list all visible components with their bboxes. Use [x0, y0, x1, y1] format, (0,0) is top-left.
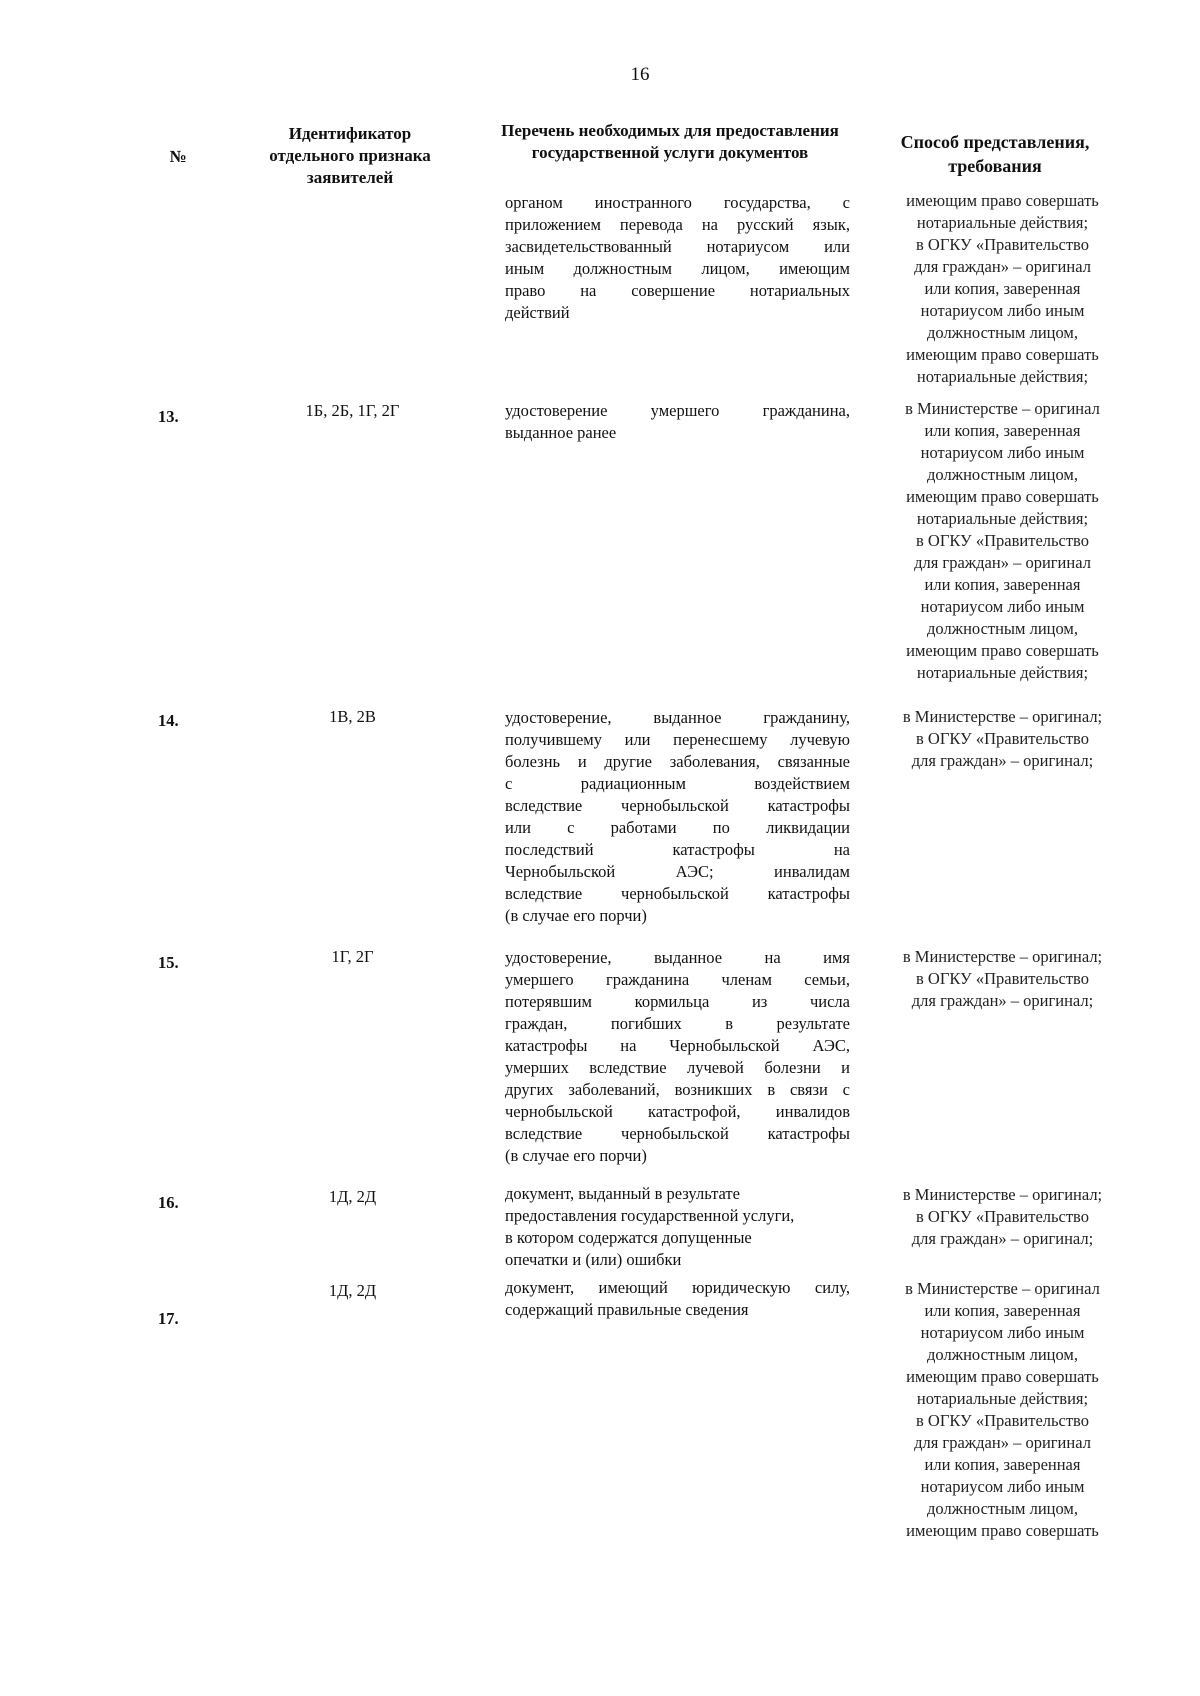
doc-line: болезнь и другие заболевания, связанные — [505, 752, 850, 771]
method-line: в ОГКУ «Правительство — [916, 531, 1089, 550]
row-16-documents — [505, 1183, 850, 1271]
method-line: для граждан» – оригинал — [914, 257, 1091, 276]
row-13-method — [880, 398, 1125, 684]
header-method: Способ представления, требования — [900, 132, 1090, 176]
doc-line: приложением перевода на русский язык, — [505, 215, 850, 234]
method-line: имеющим право совершать — [906, 1367, 1099, 1386]
method-line: нотариусом либо иным — [920, 1477, 1085, 1496]
row-17-documents — [505, 1277, 850, 1321]
doc-line: умерших вследствие лучевой болезни и — [505, 1058, 850, 1077]
row-14-documents — [505, 707, 850, 927]
method-line: для граждан» – оригинал; — [911, 1229, 1094, 1248]
doc-line: вследствие чернобыльской катастрофы — [505, 1124, 850, 1143]
method-line: в ОГКУ «Правительство — [916, 729, 1089, 748]
method-line: для граждан» – оригинал; — [911, 751, 1094, 770]
row-13-number: 13. — [158, 407, 179, 426]
doc-line: иным должностным лицом, имеющим — [505, 259, 850, 278]
cont-documents — [505, 192, 850, 324]
method-line: нотариусом либо иным — [920, 597, 1085, 616]
row-14-number: 14. — [158, 711, 179, 730]
doc-line: удостоверение, выданное гражданину, — [505, 708, 850, 727]
doc-line: действий — [505, 303, 570, 322]
method-line: в ОГКУ «Правительство — [916, 1207, 1089, 1226]
method-line: в ОГКУ «Правительство — [916, 235, 1089, 254]
method-line: нотариальные действия; — [916, 663, 1089, 682]
doc-line: (в случае его порчи) — [505, 906, 647, 925]
doc-line: засвидетельствованный нотариусом или — [505, 237, 850, 256]
method-line: должностным лицом, — [927, 1499, 1078, 1518]
doc-line: удостоверение, выданное на имя — [505, 948, 850, 967]
method-line: в Министерстве – оригинал; — [902, 947, 1103, 966]
doc-line: получившему или перенесшему лучевую — [505, 730, 850, 749]
method-line: для граждан» – оригинал; — [911, 991, 1094, 1010]
doc-line: катастрофы на Чернобыльской АЭС, — [505, 1036, 850, 1055]
doc-line: потерявшим кормильца из числа — [505, 992, 850, 1011]
method-line: или копия, заверенная — [924, 421, 1081, 440]
row-15-number: 15. — [158, 953, 179, 972]
method-line: имеющим право совершать — [906, 1521, 1099, 1540]
header-number: № — [169, 147, 187, 166]
doc-line: право на совершение нотариальных — [505, 281, 850, 300]
method-line: в ОГКУ «Правительство — [916, 1411, 1089, 1430]
method-line: нотариальные действия; — [916, 509, 1089, 528]
row-14-identifier: 1В, 2В — [329, 707, 376, 726]
method-line: или копия, заверенная — [924, 575, 1081, 594]
method-line: нотариальные действия; — [916, 1389, 1089, 1408]
method-line: имеющим право совершать — [906, 487, 1099, 506]
method-line: должностным лицом, — [927, 323, 1078, 342]
row-15-identifier: 1Г, 2Г — [331, 947, 374, 966]
method-line: для граждан» – оригинал — [914, 553, 1091, 572]
method-line: в Министерстве – оригинал; — [902, 1185, 1103, 1204]
doc-line: опечатки и (или) ошибки — [505, 1250, 682, 1269]
cont-method — [880, 190, 1125, 388]
method-line: в Министерстве – оригинал — [905, 399, 1100, 418]
row-15-method — [880, 946, 1125, 1012]
row-16-identifier: 1Д, 2Д — [328, 1187, 377, 1206]
method-line: нотариусом либо иным — [920, 301, 1085, 320]
doc-line: с радиационным воздействием — [505, 774, 850, 793]
method-line: в ОГКУ «Правительство — [916, 969, 1089, 988]
doc-line: других заболеваний, возникших в связи с — [505, 1080, 850, 1099]
row-16-method — [880, 1184, 1125, 1250]
method-line: имеющим право совершать — [906, 641, 1099, 660]
doc-line: в котором содержатся допущенные — [505, 1228, 752, 1247]
method-line: или копия, заверенная — [924, 1455, 1081, 1474]
doc-line: документ, выданный в результате — [505, 1184, 740, 1203]
method-line: нотариальные действия; — [916, 367, 1089, 386]
doc-line: выданное ранее — [505, 423, 617, 442]
row-17-method — [880, 1278, 1125, 1542]
method-line: или копия, заверенная — [924, 1301, 1081, 1320]
doc-line: или с работами по ликвидации — [505, 818, 850, 837]
doc-line: удостоверение умершего гражданина, — [505, 401, 850, 420]
method-line: нотариусом либо иным — [920, 1323, 1085, 1342]
method-line: имеющим право совершать — [906, 345, 1099, 364]
method-line: имеющим право совершать — [906, 191, 1099, 210]
method-line: в Министерстве – оригинал; — [902, 707, 1103, 726]
row-14-method — [880, 706, 1125, 772]
doc-line: вследствие чернобыльской катастрофы — [505, 884, 850, 903]
row-13-identifier: 1Б, 2Б, 1Г, 2Г — [305, 401, 400, 420]
doc-line: органом иностранного государства, с — [505, 193, 850, 212]
doc-line: умершего гражданина членам семьи, — [505, 970, 850, 989]
row-15-documents — [505, 947, 850, 1167]
row-17-number: 17. — [158, 1309, 179, 1328]
doc-line: граждан, погибших в результате — [505, 1014, 850, 1033]
method-line: должностным лицом, — [927, 619, 1078, 638]
method-line: нотариальные действия; — [916, 213, 1089, 232]
method-line: должностным лицом, — [927, 465, 1078, 484]
doc-line: последствий катастрофы на — [505, 840, 850, 859]
method-line: в Министерстве – оригинал — [905, 1279, 1100, 1298]
doc-line: (в случае его порчи) — [505, 1146, 647, 1165]
doc-line: содержащий правильные сведения — [505, 1300, 749, 1319]
method-line: или копия, заверенная — [924, 279, 1081, 298]
page-number: 16 — [630, 64, 650, 85]
doc-line: вследствие чернобыльской катастрофы — [505, 796, 850, 815]
doc-line: чернобыльской катастрофой, инвалидов — [505, 1102, 850, 1121]
doc-line: Чернобыльской АЭС; инвалидам — [505, 862, 850, 881]
row-13-documents — [505, 400, 850, 444]
header-identifier: Идентификатор отдельного признака заявителей — [269, 124, 431, 187]
method-line: нотариусом либо иным — [920, 443, 1085, 462]
row-17-identifier: 1Д, 2Д — [328, 1281, 377, 1300]
doc-line: предоставления государственной услуги, — [505, 1206, 795, 1225]
row-16-number: 16. — [158, 1193, 179, 1212]
header-documents: Перечень необходимых для предоставления государственной услуги документов — [501, 121, 839, 162]
method-line: для граждан» – оригинал — [914, 1433, 1091, 1452]
doc-line: документ, имеющий юридическую силу, — [505, 1278, 850, 1297]
method-line: должностным лицом, — [927, 1345, 1078, 1364]
